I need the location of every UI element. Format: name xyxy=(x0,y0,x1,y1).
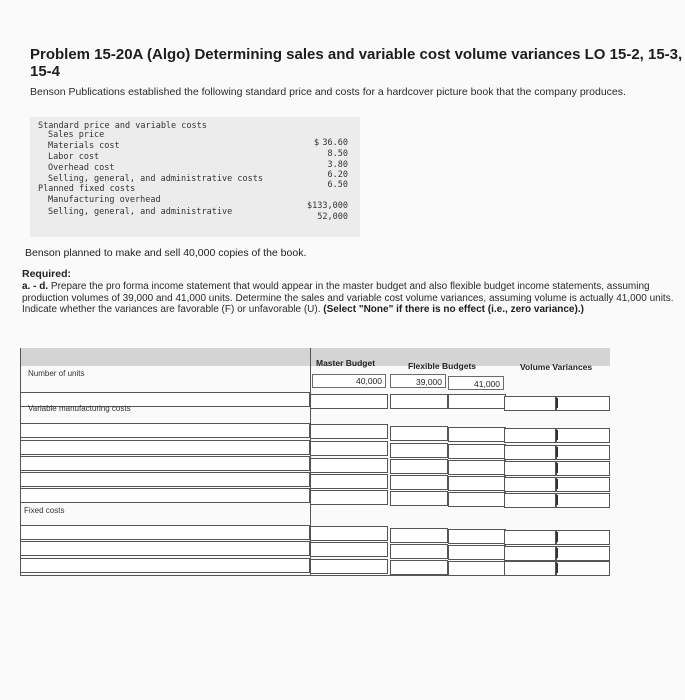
master-input[interactable] xyxy=(310,526,388,541)
std-value: 3.80 xyxy=(327,160,348,170)
grid-left-border xyxy=(20,348,21,576)
variance-input[interactable] xyxy=(504,445,556,460)
fu-select[interactable] xyxy=(556,461,610,476)
flex1-input[interactable] xyxy=(390,459,448,474)
dollar-sign: $ xyxy=(314,138,320,148)
flex2-units: 41,000 xyxy=(474,379,500,389)
select-indicator xyxy=(556,563,558,573)
flex2-input[interactable] xyxy=(448,476,506,491)
intro-text: Benson Publications established the following standard price and costs for a hardcover picture book that the company produces. xyxy=(30,86,626,98)
fu-select[interactable] xyxy=(556,546,610,561)
fu-select[interactable] xyxy=(556,396,610,411)
master-input[interactable] xyxy=(310,559,388,574)
select-indicator xyxy=(556,495,558,505)
label-input[interactable] xyxy=(20,488,310,503)
instructions-body: Prepare the pro forma income statement that would appear in the master budget and also flexible budget income statements, assuming production volumes of 39,000 and 41,000 units. Determine the sales and variable cost volume variances, assuming volume is actually 41,000 units. Indicate whether the variances are favorable (F) or unfavorable (U). xyxy=(22,281,674,315)
flex1-units: 39,000 xyxy=(416,377,442,387)
fixed-value: $133,000 xyxy=(307,201,348,211)
flex2-input[interactable] xyxy=(448,545,506,560)
required-label: Required: xyxy=(22,268,72,280)
std-label: Sales price xyxy=(48,130,105,140)
std-label: Selling, general, and administrative costs xyxy=(48,174,263,184)
instructions-note: (Select "None" if there is no effect (i.e., zero variance).) xyxy=(320,304,584,315)
select-indicator xyxy=(556,398,558,408)
fu-select[interactable] xyxy=(556,530,610,545)
flex1-input[interactable] xyxy=(390,560,448,575)
variance-input[interactable] xyxy=(504,546,556,561)
std-label: Labor cost xyxy=(48,152,100,162)
flex2-input[interactable] xyxy=(448,460,506,475)
flex1-input[interactable] xyxy=(390,544,448,559)
master-input[interactable] xyxy=(310,542,388,557)
planned-text: Benson planned to make and sell 40,000 copies of the book. xyxy=(25,247,307,259)
flex1-input[interactable] xyxy=(390,426,448,441)
flex1-input[interactable] xyxy=(390,443,448,458)
income-statement-grid xyxy=(20,348,610,576)
select-indicator xyxy=(556,447,558,457)
flex2-input[interactable] xyxy=(448,492,506,507)
variance-input[interactable] xyxy=(504,530,556,545)
fixed-value: 52,000 xyxy=(317,212,348,222)
required-instructions xyxy=(22,281,682,316)
std-value: 6.50 xyxy=(327,180,348,190)
std-value: 8.50 xyxy=(327,149,348,159)
std-label: Materials cost xyxy=(48,141,120,151)
fu-select[interactable] xyxy=(556,428,610,443)
fixed-label: Manufacturing overhead xyxy=(48,195,161,205)
label-input[interactable] xyxy=(20,456,310,471)
master-input[interactable] xyxy=(310,490,388,505)
fu-select[interactable] xyxy=(556,493,610,508)
flex1-input[interactable] xyxy=(390,528,448,543)
select-indicator xyxy=(556,548,558,558)
select-indicator xyxy=(556,463,558,473)
flex1-input[interactable] xyxy=(390,394,448,409)
select-indicator xyxy=(556,479,558,489)
std-value: 36.60 xyxy=(322,138,348,148)
flex1-input[interactable] xyxy=(390,491,448,506)
flex1-input[interactable] xyxy=(390,475,448,490)
col-master-budget: Master Budget xyxy=(316,358,376,368)
variance-input[interactable] xyxy=(504,477,556,492)
row-variable-manufacturing-costs: Variable manufacturing costs xyxy=(28,404,131,413)
label-input[interactable] xyxy=(20,525,310,540)
flex2-input[interactable] xyxy=(448,561,506,576)
master-input[interactable] xyxy=(310,474,388,489)
label-input[interactable] xyxy=(20,541,310,556)
label-input[interactable] xyxy=(20,423,310,438)
col-volume-variances: Volume Variances xyxy=(520,362,593,372)
flex2-input[interactable] xyxy=(448,394,506,409)
fixed-heading: Planned fixed costs xyxy=(38,184,136,194)
label-input[interactable] xyxy=(20,472,310,487)
row-number-of-units: Number of units xyxy=(28,369,85,378)
col-flexible-budgets: Flexible Budgets xyxy=(408,361,477,371)
std-heading: Standard price and variable costs xyxy=(38,121,207,131)
master-units: 40,000 xyxy=(356,376,382,386)
master-input[interactable] xyxy=(310,394,388,409)
problem-title: Problem 15-20A (Algo) Determining sales and variable cost volume variances LO 15-2, 15-3, 15-4 xyxy=(30,46,683,80)
grid-divider xyxy=(310,348,311,576)
variance-input[interactable] xyxy=(504,461,556,476)
master-input[interactable] xyxy=(310,458,388,473)
fu-select[interactable] xyxy=(556,445,610,460)
std-value: 6.20 xyxy=(327,170,348,180)
fu-select[interactable] xyxy=(556,561,610,576)
std-label: Overhead cost xyxy=(48,163,115,173)
master-input[interactable] xyxy=(310,424,388,439)
fixed-label: Selling, general, and administrative xyxy=(48,207,233,217)
flex2-input[interactable] xyxy=(448,444,506,459)
fu-select[interactable] xyxy=(556,477,610,492)
variance-input[interactable] xyxy=(504,493,556,508)
select-indicator xyxy=(556,430,558,440)
grid-bottom-border xyxy=(20,575,610,576)
variance-input[interactable] xyxy=(504,561,556,576)
part-label: a. - d. xyxy=(22,281,49,292)
label-input[interactable] xyxy=(20,558,310,573)
variance-input[interactable] xyxy=(504,428,556,443)
master-input[interactable] xyxy=(310,441,388,456)
select-indicator xyxy=(556,532,558,542)
flex2-input[interactable] xyxy=(448,427,506,442)
flex2-input[interactable] xyxy=(448,529,506,544)
variance-input[interactable] xyxy=(504,396,556,411)
row-fixed-costs: Fixed costs xyxy=(24,506,65,515)
standard-cost-table xyxy=(30,117,360,237)
label-input[interactable] xyxy=(20,440,310,455)
